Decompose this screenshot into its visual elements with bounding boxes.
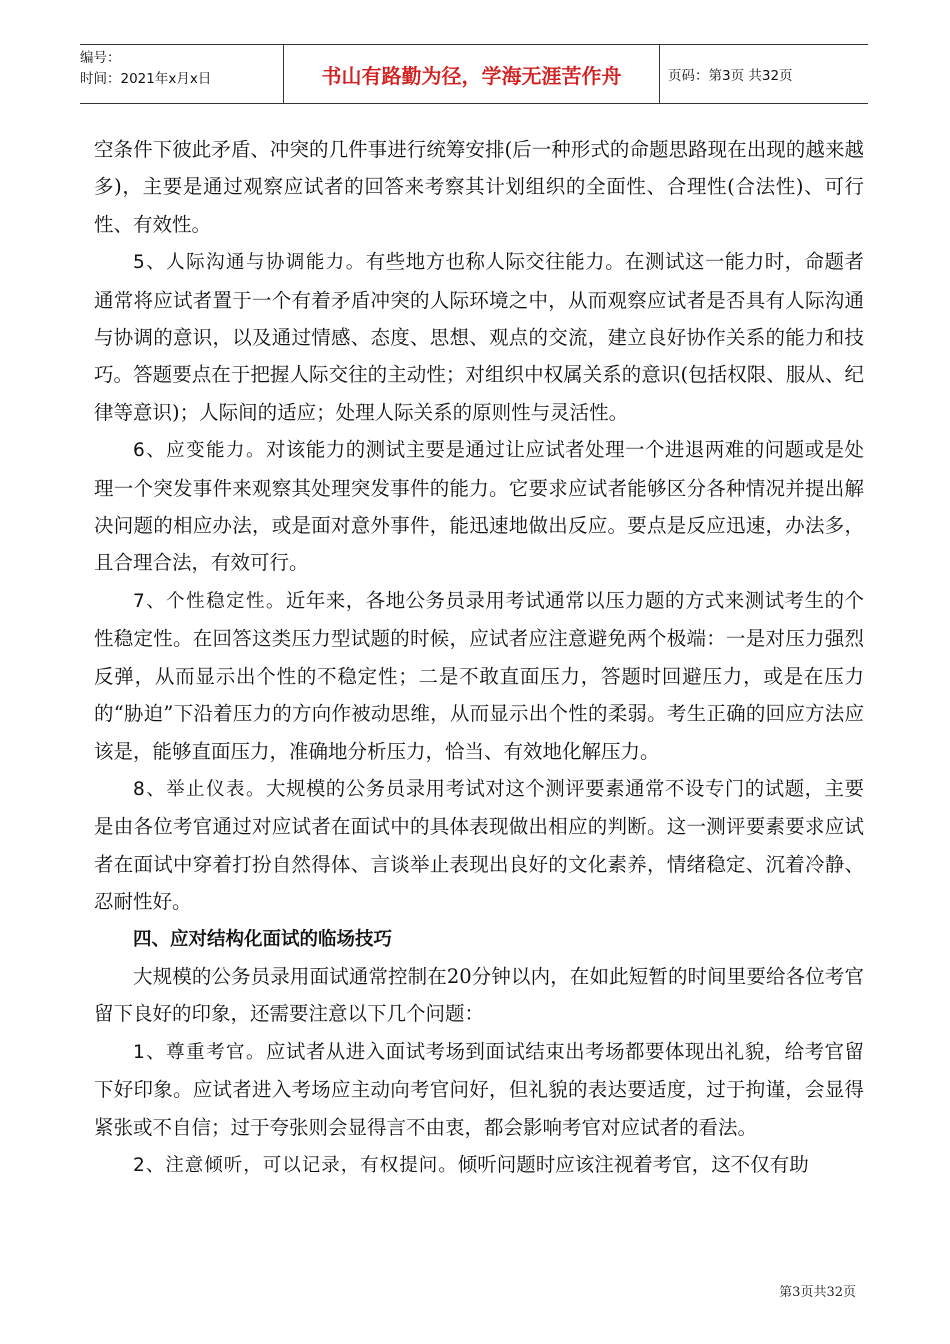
paragraph-tip-2 <box>94 1146 864 1184</box>
document-body <box>94 131 864 1184</box>
document-number-label: 编号： <box>80 50 121 66</box>
header-page-info: 页码：第3页 共32页 <box>668 68 793 84</box>
paragraph-item-5 <box>94 243 864 431</box>
paragraph-item-8 <box>94 770 864 921</box>
paragraph-continuation: 空条件下彼此矛盾、冲突的几件事进行统筹安排(后一种形式的命题思路现在出现的越来越多)，主要是通过观察应试者的回答来考察其计划组织的全面性、合理性(合法性)、可行性、有效性。 <box>94 138 864 236</box>
page-header <box>80 44 868 104</box>
item-8-text: 大规模的公务员录用考试对这个测评要素通常不设专门的试题，主要是由各位考官通过对应试者在面试中的具体表现做出相应的判断。这一测评要素要求应试者在面试中穿着打扮自然得体、言谈举止表现出良好的文化素养，情绪稳定、沉着冷静、忍耐性好。 <box>94 776 864 914</box>
item-8-title: 8、举止仪表。 <box>133 778 266 800</box>
tip-2-title: 2、注意倾听，可以记录，有权提问。 <box>133 1154 458 1176</box>
page-footer: 第3页共32页 <box>779 1285 856 1300</box>
tip-1-title: 1、尊重考官。 <box>133 1041 266 1063</box>
paragraph-item-6 <box>94 431 864 582</box>
item-6-text: 对该能力的测试主要是通过让应试者处理一个进退两难的问题或是处理一个突发事件来观察其处理突发事件的能力。它要求应试者能够区分各种情况并提出解决问题的相应办法，或是面对意外事件，能迅速地做出反应。要点是反应迅速，办法多，且合理合法，有效可行。 <box>94 438 864 575</box>
tip-1-text: 应试者从进入面试考场到面试结束出考场都要体现出礼貌，给考官留下好印象。应试者进入考场应主动向考官问好，但礼貌的表达要适度，过于拘谨，会显得紧张或不自信；过于夸张则会显得言不由衷，都会影响考官对应试者的看法。 <box>94 1039 864 1139</box>
paragraph-tip-1 <box>94 1033 864 1146</box>
header-meta <box>80 45 284 103</box>
header-motto: 书山有路勤为径，学海无涯苦作舟 <box>284 45 660 103</box>
item-7-title: 7、个性稳定性。 <box>133 590 286 612</box>
paragraph-item-7 <box>94 582 864 770</box>
document-date: 时间：2021年x月x日 <box>80 71 212 87</box>
item-5-text: 有些地方也称人际交往能力。在测试这一能力时，命题者通常将应试者置于一个有着矛盾冲突的人际环境之中，从而观察应试者是否具有人际沟通与协调的意识，以及通过情感、态度、思想、观点的交流，建立良好协作关系的能力和技巧。答题要点在于把握人际交往的主动性；对组织中权属关系的意识(包括权限、服从、纪律等意识)；人际间的适应；处理人际关系的原则性与灵活性。 <box>94 250 864 424</box>
item-5-title: 5、人际沟通与协调能力。 <box>133 252 366 274</box>
paragraph-intro: 大规模的公务员录用面试通常控制在20分钟以内，在如此短暂的时间里要给各位考官留下良好的印象，还需要注意以下几个问题： <box>94 964 864 1026</box>
item-6-title: 6、应变能力。 <box>133 440 266 462</box>
section-heading: 四、应对结构化面试的临场技巧 <box>133 928 393 950</box>
tip-2-text: 倾听问题时应该注视着考官，这不仅有助 <box>457 1152 809 1176</box>
item-7-text: 近年来，各地公务员录用考试通常以压力题的方式来测试考生的个性稳定性。在回答这类压力型试题的时候，应试者应注意避免两个极端：一是对压力强烈反弹，从而显示出个性的不稳定性；二是不敢直面压力，答题时回避压力，或是在压力的“胁迫”下沿着压力的方向作被动思维，从而显示出个性的柔弱。考生正确的回应方法应该是，能够直面压力，准确地分析压力，恰当、有效地化解压力。 <box>94 588 864 763</box>
